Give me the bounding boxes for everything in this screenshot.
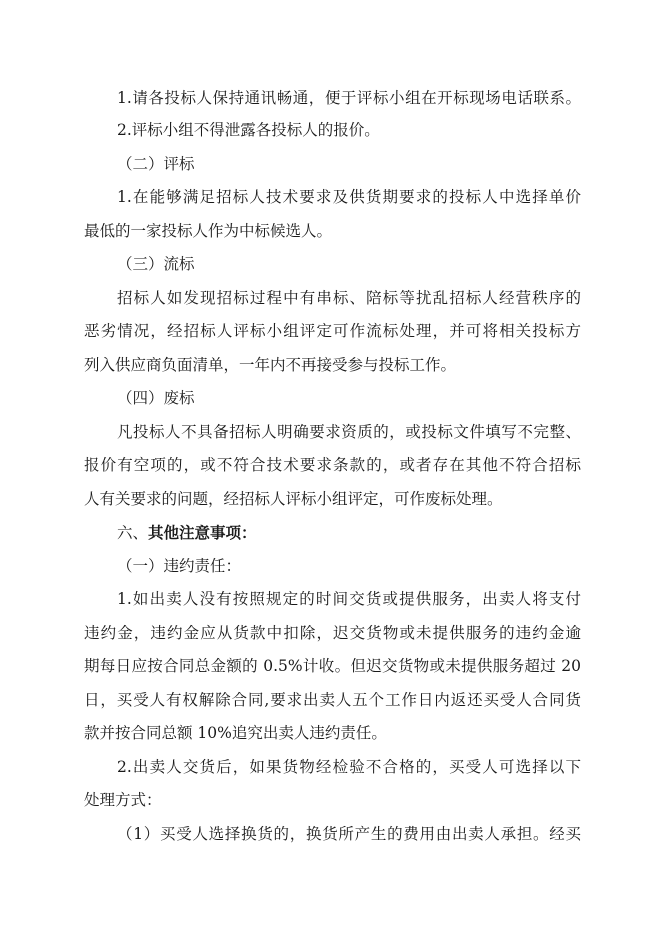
paragraph-line: 2.出卖人交货后，如果货物经检验不合格的，买受人可选择以下 xyxy=(117,757,581,776)
chapter-number: 六、 xyxy=(117,524,149,542)
paragraph-line: 日，买受人有权解除合同,要求出卖人五个工作日内返还买受人合同货 xyxy=(84,690,581,709)
section-heading: （一）违约责任： xyxy=(117,556,242,575)
paragraph-line: （1）买受人选择换货的，换货所产生的费用由出卖人承担。经买 xyxy=(117,824,581,843)
paragraph-line: 凡投标人不具备招标人明确要求资质的，或投标文件填写不完整、 xyxy=(117,422,581,441)
paragraph-line: 招标人如发现招标过程中有串标、陪标等扰乱招标人经营秩序的 xyxy=(117,288,581,307)
paragraph-line: 1.如出卖人没有按照规定的时间交货或提供服务，出卖人将支付 xyxy=(117,590,581,608)
chapter-title: 其他注意事项： xyxy=(148,523,257,542)
paragraph-line: 款并按合同总额 10%追究出卖人违约责任。 xyxy=(84,724,387,742)
section-heading: （二）评标 xyxy=(117,154,195,173)
section-heading: （四）废标 xyxy=(117,389,195,407)
paragraph-line: 人有关要求的问题，经招标人评标小组评定，可作废标处理。 xyxy=(84,489,503,508)
paragraph-line: 1.在能够满足招标人技术要求及供货期要求的投标人中选择单价 xyxy=(117,188,581,206)
paragraph-line: 最低的一家投标人作为中标候选人。 xyxy=(84,221,333,240)
document-page xyxy=(84,83,581,851)
paragraph-line: 违约金，违约金应从货款中扣除，迟交货物或未提供服务的违约金逾 xyxy=(84,623,581,642)
paragraph-line: 恶劣情况，经招标人评标小组评定可作流标处理，并可将相关投标方 xyxy=(84,322,581,340)
paragraph-line: 1.请各投标人保持通讯畅通，便于评标小组在开标现场电话联系。 xyxy=(117,89,581,107)
section-heading: （三）流标 xyxy=(117,255,195,273)
paragraph-line: 列入供应商负面清单，一年内不再接受参与投标工作。 xyxy=(84,355,457,374)
paragraph-line: 2.评标小组不得泄露各投标人的报价。 xyxy=(117,121,380,139)
paragraph-line: 处理方式： xyxy=(84,791,162,809)
paragraph-line: 期每日应按合同总金额的 0.5%计收。但迟交货物或未提供服务超过 20 xyxy=(84,657,581,675)
chapter-heading xyxy=(84,516,581,550)
paragraph-line: 报价有空项的，或不符合技术要求条款的，或者存在其他不符合招标 xyxy=(84,456,581,474)
